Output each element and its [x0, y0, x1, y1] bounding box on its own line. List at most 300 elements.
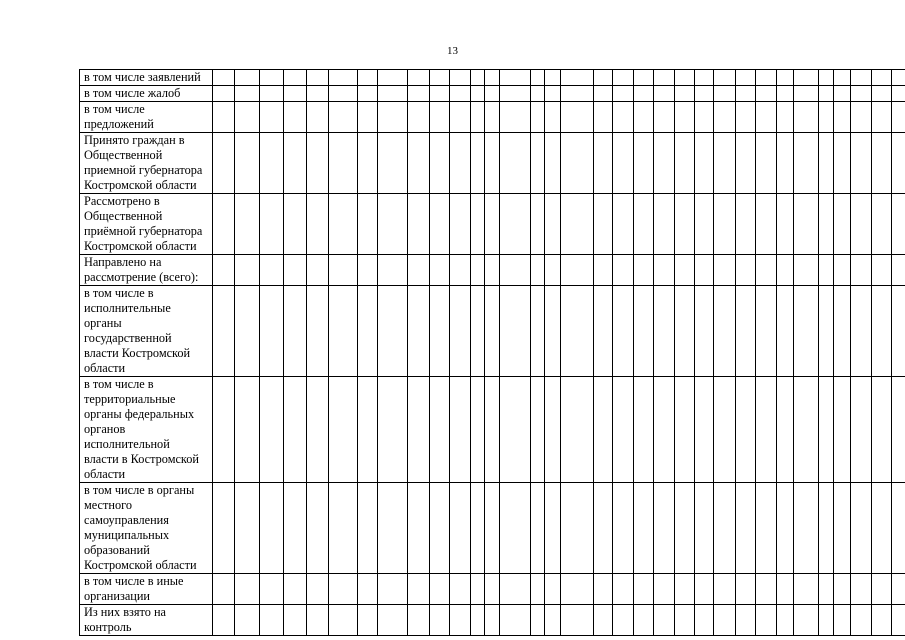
table-cell	[736, 377, 756, 483]
table-cell	[500, 377, 531, 483]
table-cell	[756, 194, 777, 255]
table-cell	[736, 86, 756, 102]
table-cell	[675, 102, 695, 133]
table-cell	[260, 286, 284, 377]
table-cell	[736, 255, 756, 286]
table-cell	[736, 483, 756, 574]
table-cell	[892, 194, 905, 255]
table-cell	[794, 574, 819, 605]
table-cell	[485, 574, 500, 605]
table-cell	[851, 255, 872, 286]
table-cell	[654, 86, 675, 102]
table-cell	[714, 70, 736, 86]
table-cell	[834, 194, 851, 255]
table-cell	[235, 133, 260, 194]
table-cell	[284, 133, 307, 194]
table-cell	[872, 86, 892, 102]
table-cell	[695, 377, 714, 483]
table-cell	[545, 605, 561, 636]
table-body	[80, 70, 905, 636]
table-cell	[872, 70, 892, 86]
table-cell	[777, 133, 794, 194]
table-cell	[531, 605, 545, 636]
table-cell	[307, 102, 329, 133]
table-cell	[500, 70, 531, 86]
table-cell	[892, 574, 905, 605]
table-cell	[450, 377, 471, 483]
table-cell	[307, 377, 329, 483]
table-cell	[561, 605, 594, 636]
table-cell	[531, 70, 545, 86]
table-cell	[260, 605, 284, 636]
table-cell	[213, 255, 235, 286]
table-cell	[892, 102, 905, 133]
table-cell	[794, 377, 819, 483]
table-cell	[471, 70, 485, 86]
table-cell	[235, 70, 260, 86]
table-cell	[714, 605, 736, 636]
table-cell	[485, 86, 500, 102]
table-cell	[329, 133, 358, 194]
table-cell	[485, 70, 500, 86]
table-cell	[756, 574, 777, 605]
table-row	[80, 86, 905, 102]
table-cell	[777, 70, 794, 86]
table-cell	[634, 70, 654, 86]
table-cell	[675, 483, 695, 574]
table-cell	[834, 255, 851, 286]
table-cell	[851, 574, 872, 605]
table-cell	[260, 574, 284, 605]
table-cell	[531, 86, 545, 102]
table-cell	[561, 133, 594, 194]
table-cell	[634, 255, 654, 286]
table-cell	[714, 574, 736, 605]
table-cell	[736, 574, 756, 605]
table-cell	[430, 605, 450, 636]
table-cell	[545, 255, 561, 286]
table-cell	[545, 483, 561, 574]
table-cell	[756, 70, 777, 86]
table-cell	[714, 194, 736, 255]
table-cell	[450, 255, 471, 286]
table-cell	[358, 605, 378, 636]
table-cell	[235, 574, 260, 605]
table-cell	[329, 194, 358, 255]
table-cell	[358, 194, 378, 255]
table-cell	[378, 574, 408, 605]
table-cell	[471, 102, 485, 133]
table-cell	[613, 133, 634, 194]
table-row	[80, 574, 905, 605]
table-cell	[777, 605, 794, 636]
table-cell	[634, 102, 654, 133]
table-cell	[378, 377, 408, 483]
table-cell	[851, 286, 872, 377]
table-cell	[235, 605, 260, 636]
table-cell	[358, 286, 378, 377]
table-cell	[654, 133, 675, 194]
table-row	[80, 605, 905, 636]
table-cell	[358, 70, 378, 86]
table-cell	[408, 70, 430, 86]
table-cell	[408, 574, 430, 605]
table-row	[80, 102, 905, 133]
table-cell	[851, 377, 872, 483]
table-cell	[329, 574, 358, 605]
table-cell	[777, 483, 794, 574]
table-cell	[430, 377, 450, 483]
table-cell	[892, 286, 905, 377]
table-cell	[695, 255, 714, 286]
table-cell	[794, 86, 819, 102]
table-cell	[213, 70, 235, 86]
table-cell	[834, 574, 851, 605]
table-cell	[794, 483, 819, 574]
table-cell	[531, 102, 545, 133]
table-cell	[307, 286, 329, 377]
table-cell	[307, 86, 329, 102]
table-cell	[756, 86, 777, 102]
row-label: Рассмотрено в Общественной приёмной губернатора Костромской области	[80, 194, 213, 255]
table-cell	[471, 194, 485, 255]
row-label: в том числе в исполнительные органы государственной власти Костромской области	[80, 286, 213, 377]
table-cell	[736, 194, 756, 255]
table-cell	[471, 286, 485, 377]
table-cell	[594, 286, 613, 377]
table-cell	[307, 70, 329, 86]
table-cell	[561, 286, 594, 377]
table-cell	[834, 605, 851, 636]
table-cell	[471, 483, 485, 574]
table-cell	[561, 377, 594, 483]
table-cell	[235, 377, 260, 483]
table-cell	[408, 194, 430, 255]
table-cell	[634, 574, 654, 605]
table-cell	[613, 483, 634, 574]
table-cell	[430, 286, 450, 377]
table-cell	[736, 102, 756, 133]
table-cell	[485, 133, 500, 194]
table-cell	[307, 483, 329, 574]
table-cell	[695, 574, 714, 605]
table-cell	[408, 86, 430, 102]
table-cell	[834, 133, 851, 194]
page-number: 13	[447, 45, 458, 57]
table-cell	[756, 483, 777, 574]
table-cell	[235, 286, 260, 377]
table-cell	[329, 605, 358, 636]
table-cell	[872, 377, 892, 483]
table-cell	[378, 133, 408, 194]
table-cell	[794, 255, 819, 286]
table-cell	[500, 133, 531, 194]
table-cell	[819, 86, 834, 102]
table-cell	[408, 255, 430, 286]
table-cell	[561, 194, 594, 255]
table-cell	[654, 70, 675, 86]
table-cell	[329, 286, 358, 377]
table-cell	[545, 286, 561, 377]
table-cell	[561, 86, 594, 102]
table-cell	[675, 377, 695, 483]
table-cell	[851, 133, 872, 194]
table-cell	[378, 483, 408, 574]
table-cell	[450, 574, 471, 605]
table-cell	[714, 102, 736, 133]
table-cell	[634, 377, 654, 483]
table-cell	[531, 133, 545, 194]
table-cell	[594, 70, 613, 86]
table-cell	[777, 194, 794, 255]
table-cell	[594, 86, 613, 102]
table-cell	[408, 133, 430, 194]
table-cell	[819, 377, 834, 483]
table-cell	[892, 483, 905, 574]
table-cell	[430, 194, 450, 255]
table-cell	[892, 377, 905, 483]
table-cell	[408, 483, 430, 574]
table-cell	[819, 286, 834, 377]
table-cell	[756, 102, 777, 133]
table-cell	[378, 286, 408, 377]
table-cell	[634, 286, 654, 377]
table-cell	[872, 133, 892, 194]
table-cell	[736, 133, 756, 194]
table-cell	[545, 86, 561, 102]
table-cell	[834, 286, 851, 377]
table-cell	[450, 483, 471, 574]
table-cell	[329, 102, 358, 133]
table-cell	[430, 483, 450, 574]
table-cell	[634, 194, 654, 255]
table-cell	[378, 70, 408, 86]
table-cell	[819, 255, 834, 286]
row-label: в том числе жалоб	[80, 86, 213, 102]
table-cell	[675, 86, 695, 102]
table-cell	[594, 194, 613, 255]
table-cell	[594, 102, 613, 133]
table-cell	[260, 70, 284, 86]
table-cell	[430, 86, 450, 102]
table-cell	[819, 70, 834, 86]
table-cell	[675, 605, 695, 636]
table-cell	[471, 86, 485, 102]
table-cell	[284, 194, 307, 255]
table-row	[80, 70, 905, 86]
table-cell	[613, 255, 634, 286]
table-cell	[471, 574, 485, 605]
row-label: Направлено на рассмотрение (всего):	[80, 255, 213, 286]
table-cell	[235, 194, 260, 255]
table-cell	[260, 133, 284, 194]
table-row	[80, 194, 905, 255]
table-cell	[794, 70, 819, 86]
table-cell	[329, 377, 358, 483]
table-cell	[714, 86, 736, 102]
table-cell	[777, 86, 794, 102]
table-cell	[892, 86, 905, 102]
table-cell	[613, 574, 634, 605]
table-cell	[378, 255, 408, 286]
table-cell	[892, 70, 905, 86]
table-cell	[500, 102, 531, 133]
table-cell	[358, 377, 378, 483]
table-cell	[756, 605, 777, 636]
table-cell	[794, 605, 819, 636]
row-label: в том числе предложений	[80, 102, 213, 133]
table-row	[80, 255, 905, 286]
table-cell	[307, 133, 329, 194]
table-cell	[695, 133, 714, 194]
table-cell	[819, 102, 834, 133]
table-cell	[378, 102, 408, 133]
table-cell	[634, 133, 654, 194]
table-cell	[794, 133, 819, 194]
table-cell	[531, 483, 545, 574]
table-cell	[892, 255, 905, 286]
table-cell	[834, 483, 851, 574]
table-cell	[794, 286, 819, 377]
table-cell	[819, 194, 834, 255]
table-cell	[545, 377, 561, 483]
table-cell	[872, 255, 892, 286]
table-cell	[485, 194, 500, 255]
table-cell	[471, 605, 485, 636]
table-cell	[545, 102, 561, 133]
table-cell	[531, 286, 545, 377]
table-cell	[213, 133, 235, 194]
table-cell	[450, 133, 471, 194]
table-cell	[358, 574, 378, 605]
table-cell	[654, 255, 675, 286]
table-cell	[260, 255, 284, 286]
table-cell	[307, 194, 329, 255]
table-cell	[872, 286, 892, 377]
table-cell	[736, 70, 756, 86]
table-cell	[561, 102, 594, 133]
table-cell	[408, 605, 430, 636]
table-cell	[634, 605, 654, 636]
table-cell	[613, 377, 634, 483]
table-cell	[430, 70, 450, 86]
table-cell	[284, 377, 307, 483]
table-cell	[284, 255, 307, 286]
table-cell	[500, 255, 531, 286]
table-row	[80, 377, 905, 483]
table-cell	[358, 483, 378, 574]
table-cell	[260, 377, 284, 483]
table-cell	[500, 194, 531, 255]
table-cell	[545, 133, 561, 194]
table-cell	[307, 255, 329, 286]
table-cell	[613, 70, 634, 86]
table-cell	[235, 86, 260, 102]
table-cell	[872, 483, 892, 574]
table-cell	[714, 286, 736, 377]
table-cell	[594, 377, 613, 483]
table-cell	[561, 255, 594, 286]
table-cell	[654, 102, 675, 133]
table-cell	[819, 605, 834, 636]
table-cell	[358, 133, 378, 194]
table-cell	[777, 377, 794, 483]
table-cell	[329, 70, 358, 86]
table-cell	[284, 70, 307, 86]
table-cell	[329, 483, 358, 574]
table-cell	[500, 86, 531, 102]
table-cell	[613, 102, 634, 133]
table-cell	[851, 102, 872, 133]
table-cell	[307, 574, 329, 605]
report-table	[79, 69, 905, 636]
table-cell	[235, 255, 260, 286]
table-cell	[358, 255, 378, 286]
table-cell	[500, 483, 531, 574]
table-cell	[777, 255, 794, 286]
table-cell	[695, 86, 714, 102]
table-cell	[485, 255, 500, 286]
table-cell	[531, 255, 545, 286]
table-cell	[654, 574, 675, 605]
table-cell	[531, 377, 545, 483]
table-cell	[485, 377, 500, 483]
table-cell	[756, 255, 777, 286]
table-cell	[545, 194, 561, 255]
table-cell	[378, 86, 408, 102]
table-cell	[260, 194, 284, 255]
table-cell	[213, 574, 235, 605]
table-cell	[654, 377, 675, 483]
table-cell	[695, 286, 714, 377]
table-cell	[695, 194, 714, 255]
row-label: в том числе в иные организации	[80, 574, 213, 605]
table-cell	[675, 133, 695, 194]
table-cell	[834, 102, 851, 133]
row-label: Принято граждан в Общественной приемной губернатора Костромской области	[80, 133, 213, 194]
table-cell	[613, 86, 634, 102]
table-cell	[471, 255, 485, 286]
table-cell	[594, 574, 613, 605]
table-cell	[260, 102, 284, 133]
table-cell	[819, 574, 834, 605]
table-cell	[594, 255, 613, 286]
row-label: в том числе заявлений	[80, 70, 213, 86]
table-cell	[654, 194, 675, 255]
table-cell	[531, 574, 545, 605]
table-row	[80, 133, 905, 194]
table-cell	[500, 574, 531, 605]
table-cell	[450, 70, 471, 86]
table-cell	[834, 70, 851, 86]
table-cell	[450, 194, 471, 255]
table-cell	[851, 605, 872, 636]
table-row	[80, 286, 905, 377]
table-cell	[430, 574, 450, 605]
table-cell	[675, 286, 695, 377]
table-cell	[834, 377, 851, 483]
table-cell	[675, 255, 695, 286]
table-cell	[358, 102, 378, 133]
table-cell	[235, 483, 260, 574]
table-cell	[358, 86, 378, 102]
table-cell	[872, 574, 892, 605]
table-cell	[213, 286, 235, 377]
table-cell	[213, 194, 235, 255]
table-cell	[872, 194, 892, 255]
table-cell	[430, 102, 450, 133]
table-cell	[594, 133, 613, 194]
